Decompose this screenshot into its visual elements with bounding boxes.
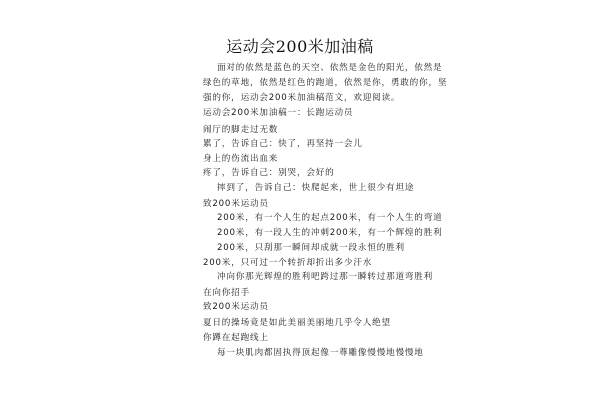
text-line: 200米，只可过一个转折却折出多少汗水 [203,258,373,268]
text-line: 闹厅的脚走过无数 [203,125,279,135]
text-line: 疼了，告诉自己：别哭，会好的 [203,168,335,178]
text-line: 累了，告诉自己：快了，再坚持一会儿 [203,139,363,149]
text-line: 运动会200米加油稿一：长跑运动员 [203,108,354,118]
text-line: 绿色的草地，依然是红色的跑道，依然是你，勇敢的你，坚 [203,78,448,88]
text-line: 夏日的操场竟是如此美丽美丽地几乎令人绝望 [203,318,391,328]
text-line: 强的你，运动会200米加油稿范文，欢迎阅读。 [203,93,401,103]
text-line: 200米，有一个人生的起点200米，有一个人生的弯道 [217,213,443,223]
text-line: 200米，有一段人生的冲刺200米，有一个辉煌的胜利 [217,228,443,238]
document-title: 运动会200米加油稿 [226,37,374,56]
text-line: 身上的伤流出血来 [203,154,279,164]
text-line: 在向你招手 [203,288,250,298]
text-line: 摔到了，告诉自己：快爬起来，世上很少有坦途 [217,183,415,193]
text-line: 200米，只刮那一瞬间却成就一段永恒的胜利 [217,243,405,253]
text-line: 致200米运动员 [203,302,269,312]
text-line: 致200米运动员 [203,199,269,209]
text-line: 冲向你那光辉煌的胜利吧跨过那一瞬转过那道弯胜利 [217,272,434,282]
text-line: 你蹲在起跑线上 [203,333,269,343]
text-line: 每一块肌肉都固执得顶起像一尊雕像慢慢地慢慢地 [217,348,424,358]
text-line: 面对的依然是蓝色的天空、依然是金色的阳光，依然是 [217,63,443,73]
